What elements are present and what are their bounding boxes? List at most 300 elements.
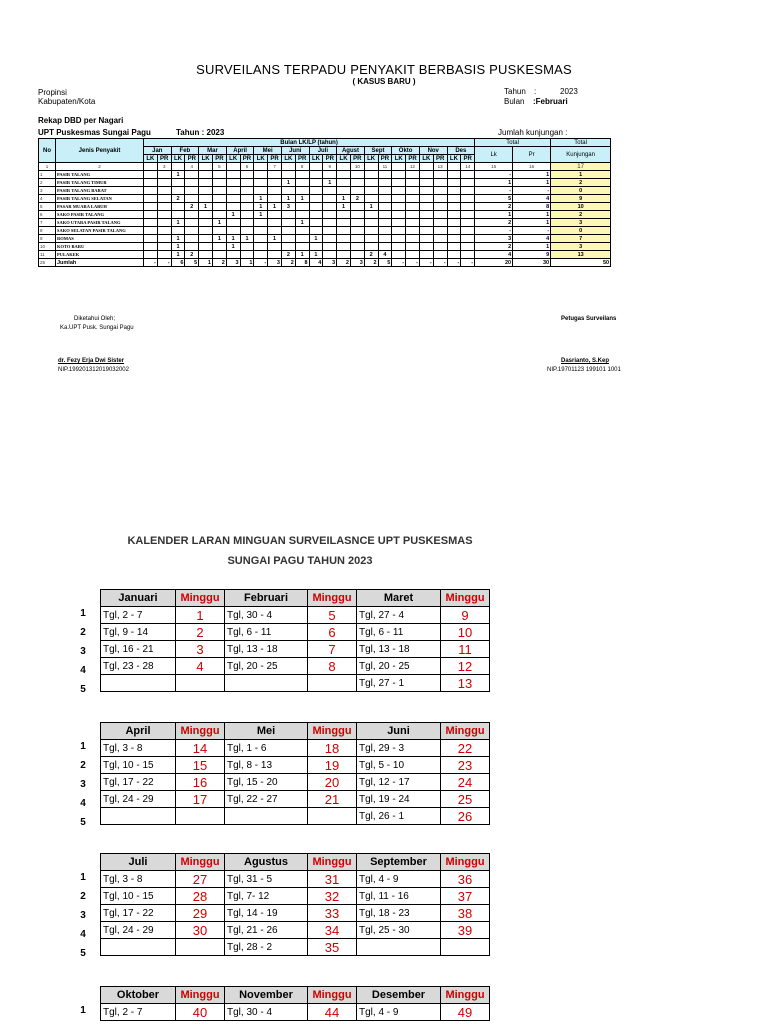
total-kunjungan: 3 [551, 219, 611, 227]
week-number: 3 [176, 641, 225, 658]
date-range: Tgl, 1 - 6 [225, 740, 308, 757]
bulan-label: Bulan [504, 97, 525, 106]
case-cell [157, 203, 171, 211]
total-lk: 4 [475, 251, 513, 259]
case-cell: 1 [226, 211, 240, 219]
case-cell [157, 187, 171, 195]
nagari-name: KOTO BARU [56, 243, 144, 251]
case-cell [185, 219, 199, 227]
minggu-header: Minggu [308, 854, 357, 871]
column-number [144, 163, 158, 171]
case-cell [392, 171, 406, 179]
upt-name: UPT Puskesmas Sungai Pagu [38, 128, 151, 137]
pr-header: PR [157, 155, 171, 163]
lk-header: LK [447, 155, 461, 163]
month-name: Juli [101, 854, 176, 871]
minggu-header: Minggu [308, 723, 357, 740]
pr-header: PR [268, 155, 282, 163]
minggu-header: Minggu [176, 987, 225, 1004]
case-cell [268, 243, 282, 251]
case-cell: 1 [295, 195, 309, 203]
month-name: Januari [101, 590, 176, 607]
case-cell [323, 211, 337, 219]
calendar-header-row [101, 854, 490, 871]
minggu-header: Minggu [176, 723, 225, 740]
col-header-pr-total: Pr [513, 147, 551, 163]
week-row-number: 4 [80, 929, 86, 940]
row-number: 25 [39, 259, 56, 267]
row-number: 6 [39, 211, 56, 219]
week-number: 8 [308, 658, 357, 675]
table-row [39, 227, 611, 235]
nagari-name: PASIR TALANG SELATAN [56, 195, 144, 203]
case-cell: 1 [337, 195, 351, 203]
col-header-total-kunjungan: Total [551, 139, 611, 147]
week-row-number: 2 [80, 627, 86, 638]
lk-header: LK [171, 155, 185, 163]
case-cell [185, 171, 199, 179]
column-number [171, 163, 185, 171]
case-cell [392, 251, 406, 259]
table-row [39, 195, 611, 203]
week-number: 15 [176, 757, 225, 774]
jumlah-cell: - [419, 259, 433, 267]
case-cell [171, 179, 185, 187]
column-number: 7 [268, 163, 282, 171]
column-number [281, 163, 295, 171]
case-cell [254, 219, 268, 227]
minggu-header: Minggu [441, 987, 490, 1004]
week-number [308, 808, 357, 825]
case-cell [268, 227, 282, 235]
case-cell [406, 211, 420, 219]
header-row [39, 139, 611, 147]
jumlah-cell: 1 [240, 259, 254, 267]
table-row [39, 251, 611, 259]
table-row [39, 171, 611, 179]
tahun-label: Tahun [504, 87, 526, 96]
column-number: 5 [212, 163, 226, 171]
col-header-bulan: Bulan LK/LP (tahun) [144, 139, 475, 147]
case-cell [392, 243, 406, 251]
week-number: 49 [441, 1004, 490, 1021]
case-cell [254, 187, 268, 195]
case-cell [268, 179, 282, 187]
case-cell [212, 211, 226, 219]
lk-header: LK [226, 155, 240, 163]
case-cell [433, 171, 447, 179]
date-range: Tgl, 6 - 11 [225, 624, 308, 641]
case-cell [323, 171, 337, 179]
case-cell [461, 219, 475, 227]
total-kunjungan: 10 [551, 203, 611, 211]
case-cell [295, 243, 309, 251]
case-cell: 1 [309, 235, 323, 243]
case-cell [419, 227, 433, 235]
calendar-block [100, 853, 490, 956]
table-row [39, 179, 611, 187]
week-row-number: 2 [80, 891, 86, 902]
calendar-block [100, 722, 490, 825]
week-number: 4 [176, 658, 225, 675]
case-cell [212, 203, 226, 211]
column-number: 12 [406, 163, 420, 171]
case-cell [406, 235, 420, 243]
case-cell [281, 187, 295, 195]
pr-header: PR [323, 155, 337, 163]
nagari-name: ROMAS [56, 235, 144, 243]
jumlah-cell: 8 [295, 259, 309, 267]
case-cell [281, 227, 295, 235]
week-number: 44 [308, 1004, 357, 1021]
case-cell: 1 [199, 203, 213, 211]
week-number: 39 [441, 922, 490, 939]
case-cell [144, 203, 158, 211]
week-number: 40 [176, 1004, 225, 1021]
case-cell [295, 227, 309, 235]
case-cell [157, 211, 171, 219]
case-cell [281, 243, 295, 251]
case-cell [295, 235, 309, 243]
week-number [176, 939, 225, 956]
case-cell [447, 219, 461, 227]
case-cell [240, 187, 254, 195]
case-cell [364, 235, 378, 243]
case-cell: 1 [337, 203, 351, 211]
case-cell: 2 [171, 195, 185, 203]
kunjungan-label: Jumlah kunjungan : [498, 128, 568, 137]
case-cell: 1 [226, 235, 240, 243]
jumlah-cell: 1 [199, 259, 213, 267]
jumlah-lk: 20 [475, 259, 513, 267]
column-number: 16 [513, 163, 551, 171]
row-number: 9 [39, 235, 56, 243]
case-cell [268, 187, 282, 195]
week-row-number: 4 [80, 665, 86, 676]
minggu-header: Minggu [308, 590, 357, 607]
date-range: Tgl, 2 - 7 [101, 607, 176, 624]
week-row-number: 5 [80, 684, 86, 695]
column-number [392, 163, 406, 171]
case-cell [461, 187, 475, 195]
jumlah-cell: 2 [212, 259, 226, 267]
week-number: 18 [308, 740, 357, 757]
case-cell [433, 251, 447, 259]
case-cell [199, 219, 213, 227]
case-cell [337, 187, 351, 195]
case-cell [447, 227, 461, 235]
week-number: 6 [308, 624, 357, 641]
row-number: 4 [39, 195, 56, 203]
jumlah-cell: 5 [378, 259, 392, 267]
week-number: 25 [441, 791, 490, 808]
calendar-week-row [101, 888, 490, 905]
column-number: 2 [56, 163, 144, 171]
week-row-number: 5 [80, 817, 86, 828]
case-cell [199, 243, 213, 251]
week-row-number: 4 [80, 798, 86, 809]
date-range: Tgl, 5 - 10 [357, 757, 441, 774]
case-cell [461, 203, 475, 211]
case-cell [144, 219, 158, 227]
case-cell [447, 243, 461, 251]
lk-header: LK [419, 155, 433, 163]
total-lk: - [475, 171, 513, 179]
case-cell [364, 187, 378, 195]
lk-header: LK [144, 155, 158, 163]
case-cell [212, 227, 226, 235]
week-number: 30 [176, 922, 225, 939]
case-cell [350, 227, 364, 235]
case-cell: 1 [323, 179, 337, 187]
case-cell [323, 243, 337, 251]
column-number: 14 [461, 163, 475, 171]
calendar-week-row [101, 939, 490, 956]
date-range: Tgl, 14 - 19 [225, 905, 308, 922]
left-signatory-nip: NIP.199201312019032002 [58, 367, 129, 373]
case-cell [323, 187, 337, 195]
month-name: Februari [225, 590, 308, 607]
case-cell [309, 219, 323, 227]
case-cell [144, 171, 158, 179]
jumlah-cell: 5 [185, 259, 199, 267]
column-number: 8 [295, 163, 309, 171]
lk-header: LK [254, 155, 268, 163]
total-pr: - [513, 187, 551, 195]
column-number: 13 [433, 163, 447, 171]
case-cell [337, 227, 351, 235]
week-row-number: 3 [80, 779, 86, 790]
case-cell [350, 179, 364, 187]
month-name: Agustus [225, 854, 308, 871]
case-cell [447, 235, 461, 243]
date-range: Tgl, 27 - 4 [357, 607, 441, 624]
case-cell [461, 171, 475, 179]
total-lk: 2 [475, 243, 513, 251]
case-cell [240, 219, 254, 227]
week-number: 14 [176, 740, 225, 757]
case-cell [185, 179, 199, 187]
case-cell: 1 [268, 235, 282, 243]
week-number: 21 [308, 791, 357, 808]
calendar-week-row [101, 624, 490, 641]
calendar-week-row [101, 740, 490, 757]
case-cell [419, 187, 433, 195]
case-cell [433, 235, 447, 243]
case-cell [323, 203, 337, 211]
case-cell [406, 227, 420, 235]
case-cell [144, 195, 158, 203]
total-kunjungan: 1 [551, 171, 611, 179]
case-cell: 1 [171, 235, 185, 243]
case-cell [171, 227, 185, 235]
calendar-header-row [101, 723, 490, 740]
ka-upt-label: Ka.UPT Pusk. Sungai Pagu [60, 325, 134, 331]
month-header: Jan [144, 147, 172, 155]
week-number: 27 [176, 871, 225, 888]
case-cell [392, 179, 406, 187]
nagari-name: PASAR MUARA LABUH [56, 203, 144, 211]
right-signatory-nip: NIP.19701123 199101 1001 [547, 367, 621, 373]
jumlah-cell: - [447, 259, 461, 267]
date-range: Tgl, 3 - 8 [101, 740, 176, 757]
case-cell: 4 [378, 251, 392, 259]
jumlah-cell: - [254, 259, 268, 267]
tahun-line: Tahun : 2023 [176, 128, 225, 137]
case-cell [364, 219, 378, 227]
week-number: 2 [176, 624, 225, 641]
calendar-week-row [101, 757, 490, 774]
case-cell [157, 171, 171, 179]
table-row [39, 211, 611, 219]
column-number: 9 [323, 163, 337, 171]
case-cell [199, 179, 213, 187]
total-lk: 1 [475, 179, 513, 187]
case-cell: 1 [226, 243, 240, 251]
total-lk: - [475, 227, 513, 235]
report-subtitle: ( KASUS BARU ) [352, 77, 416, 86]
week-row-number: 3 [80, 646, 86, 657]
week-number: 34 [308, 922, 357, 939]
report-title: SURVEILANS TERPADU PENYAKIT BERBASIS PUSKESMAS [196, 62, 572, 77]
case-cell [447, 171, 461, 179]
calendar-title-line2: SUNGAI PAGU TAHUN 2023 [227, 555, 373, 567]
total-pr: 1 [513, 219, 551, 227]
total-pr: 4 [513, 195, 551, 203]
row-number: 3 [39, 187, 56, 195]
case-cell [378, 235, 392, 243]
month-name: Desember [357, 987, 441, 1004]
case-cell [419, 195, 433, 203]
week-number: 11 [441, 641, 490, 658]
total-lk: 1 [475, 211, 513, 219]
case-cell [364, 243, 378, 251]
case-cell [337, 243, 351, 251]
case-cell [392, 195, 406, 203]
row-number: 7 [39, 219, 56, 227]
case-cell [144, 187, 158, 195]
pr-header: PR [378, 155, 392, 163]
case-cell [212, 195, 226, 203]
case-cell [309, 171, 323, 179]
case-cell: 3 [281, 203, 295, 211]
total-kunjungan: 2 [551, 211, 611, 219]
case-cell [268, 211, 282, 219]
case-cell [309, 187, 323, 195]
minggu-header: Minggu [441, 723, 490, 740]
case-cell [433, 243, 447, 251]
calendar-week-row [101, 641, 490, 658]
minggu-header: Minggu [176, 854, 225, 871]
week-number: 7 [308, 641, 357, 658]
total-pr: 8 [513, 203, 551, 211]
case-cell [419, 243, 433, 251]
case-cell [378, 195, 392, 203]
jumlah-cell: - [461, 259, 475, 267]
case-cell [364, 171, 378, 179]
case-cell [378, 203, 392, 211]
month-name: Maret [357, 590, 441, 607]
month-header: Juli [309, 147, 337, 155]
case-cell [406, 179, 420, 187]
week-number: 19 [308, 757, 357, 774]
calendar-block [100, 986, 490, 1021]
column-number: 4 [185, 163, 199, 171]
case-cell [157, 195, 171, 203]
case-cell [144, 211, 158, 219]
date-range: Tgl, 4 - 9 [357, 871, 441, 888]
case-cell [433, 187, 447, 195]
propinsi-label: Propinsi [38, 88, 67, 97]
case-cell [419, 235, 433, 243]
case-cell [337, 235, 351, 243]
case-cell [392, 187, 406, 195]
total-lk: 5 [475, 195, 513, 203]
date-range: Tgl, 20 - 25 [357, 658, 441, 675]
date-range: Tgl, 22 - 27 [225, 791, 308, 808]
case-cell [419, 251, 433, 259]
column-number [419, 163, 433, 171]
case-cell [185, 187, 199, 195]
pr-header: PR [295, 155, 309, 163]
week-row-number: 1 [80, 1005, 86, 1016]
case-cell [406, 203, 420, 211]
case-cell [171, 211, 185, 219]
case-cell [337, 179, 351, 187]
date-range: Tgl, 13 - 18 [225, 641, 308, 658]
case-cell: 2 [281, 251, 295, 259]
case-cell [144, 227, 158, 235]
total-kunjungan: 0 [551, 187, 611, 195]
case-cell [212, 171, 226, 179]
case-cell [378, 227, 392, 235]
case-cell [157, 227, 171, 235]
jumlah-cell: 3 [350, 259, 364, 267]
date-range [357, 939, 441, 956]
date-range: Tgl, 19 - 24 [357, 791, 441, 808]
column-number [364, 163, 378, 171]
date-range: Tgl, 16 - 21 [101, 641, 176, 658]
case-cell [185, 235, 199, 243]
date-range: Tgl, 17 - 22 [101, 905, 176, 922]
case-cell [295, 171, 309, 179]
date-range [225, 675, 308, 692]
month-header: Mar [199, 147, 227, 155]
case-cell: 1 [212, 235, 226, 243]
case-cell [199, 171, 213, 179]
nagari-name: PASIR TALANG [56, 171, 144, 179]
case-cell [378, 179, 392, 187]
case-cell [419, 179, 433, 187]
date-range: Tgl, 11 - 16 [357, 888, 441, 905]
date-range: Tgl, 30 - 4 [225, 1004, 308, 1021]
total-pr: 1 [513, 179, 551, 187]
date-range: Tgl, 30 - 4 [225, 607, 308, 624]
case-cell [199, 195, 213, 203]
case-cell [157, 235, 171, 243]
calendar-week-row [101, 607, 490, 624]
case-cell [378, 219, 392, 227]
week-number: 29 [176, 905, 225, 922]
date-range: Tgl, 31 - 5 [225, 871, 308, 888]
case-cell [268, 171, 282, 179]
date-range: Tgl, 9 - 14 [101, 624, 176, 641]
row-number: 5 [39, 203, 56, 211]
case-cell: 1 [364, 203, 378, 211]
column-number: 17 [551, 163, 611, 171]
lk-header: LK [309, 155, 323, 163]
case-cell [199, 251, 213, 259]
